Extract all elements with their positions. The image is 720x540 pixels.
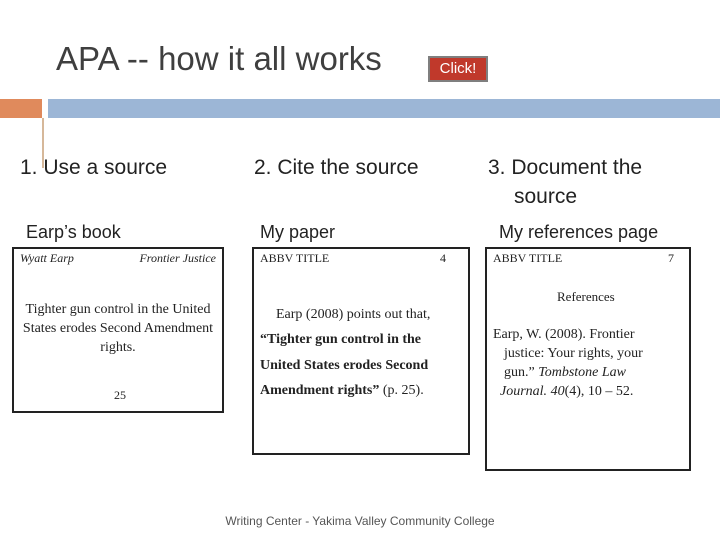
references-header: ABBV TITLE bbox=[493, 251, 563, 265]
paper-quote-line-1: “Tighter gun control in the bbox=[260, 332, 422, 347]
references-heading: References bbox=[557, 289, 615, 304]
click-button[interactable]: Click! bbox=[428, 56, 488, 82]
paper-quote-line-2: United States erodes Second bbox=[260, 358, 429, 373]
slide-footer: Writing Center - Yakima Valley Community College bbox=[225, 514, 495, 528]
paper-header: ABBV TITLE bbox=[260, 251, 330, 265]
paper-citation: (p. 25). bbox=[382, 383, 424, 398]
step-2-sublabel: My paper bbox=[260, 222, 336, 242]
paper-page-box bbox=[252, 247, 470, 455]
step-3-heading-line2: source bbox=[514, 185, 578, 208]
reference-entry-line-1: Earp, W. (2008). Frontier bbox=[493, 327, 635, 342]
reference-issue-pages: (4), 10 – 52. bbox=[564, 384, 634, 399]
accent-bar-blue bbox=[48, 99, 720, 118]
reference-entry-line-3: gun.” bbox=[504, 365, 535, 380]
slide-title: APA -- how it all works bbox=[56, 40, 382, 77]
accent-bar-orange bbox=[0, 99, 42, 118]
step-1-heading: 1. Use a source bbox=[20, 156, 168, 179]
reference-journal-name: Tombstone Law bbox=[538, 365, 627, 380]
references-page-number: 7 bbox=[668, 251, 674, 265]
book-page-box bbox=[12, 247, 224, 413]
reference-journal-name-2: Journal. bbox=[500, 384, 548, 399]
book-title: Frontier Justice bbox=[139, 251, 216, 265]
references-page-box bbox=[485, 247, 691, 471]
step-1-sublabel: Earp’s book bbox=[26, 222, 121, 242]
reference-entry-line-2: justice: Your rights, your bbox=[504, 346, 643, 361]
book-text: Tighter gun control in the United States erodes Second Amendment rights. bbox=[22, 302, 214, 355]
paper-text-line: Earp (2008) points out that, bbox=[276, 307, 431, 322]
step-2-heading: 2. Cite the source bbox=[254, 156, 419, 179]
step-3-heading-line1: 3. Document the bbox=[488, 156, 643, 179]
book-page-number: 25 bbox=[114, 388, 126, 402]
paper-quote-line-3: Amendment rights” bbox=[260, 383, 380, 398]
paper-page-number: 4 bbox=[440, 251, 446, 265]
reference-volume: 40 bbox=[550, 384, 565, 399]
book-author: Wyatt Earp bbox=[20, 251, 74, 265]
step-3-sublabel: My references page bbox=[499, 222, 659, 242]
